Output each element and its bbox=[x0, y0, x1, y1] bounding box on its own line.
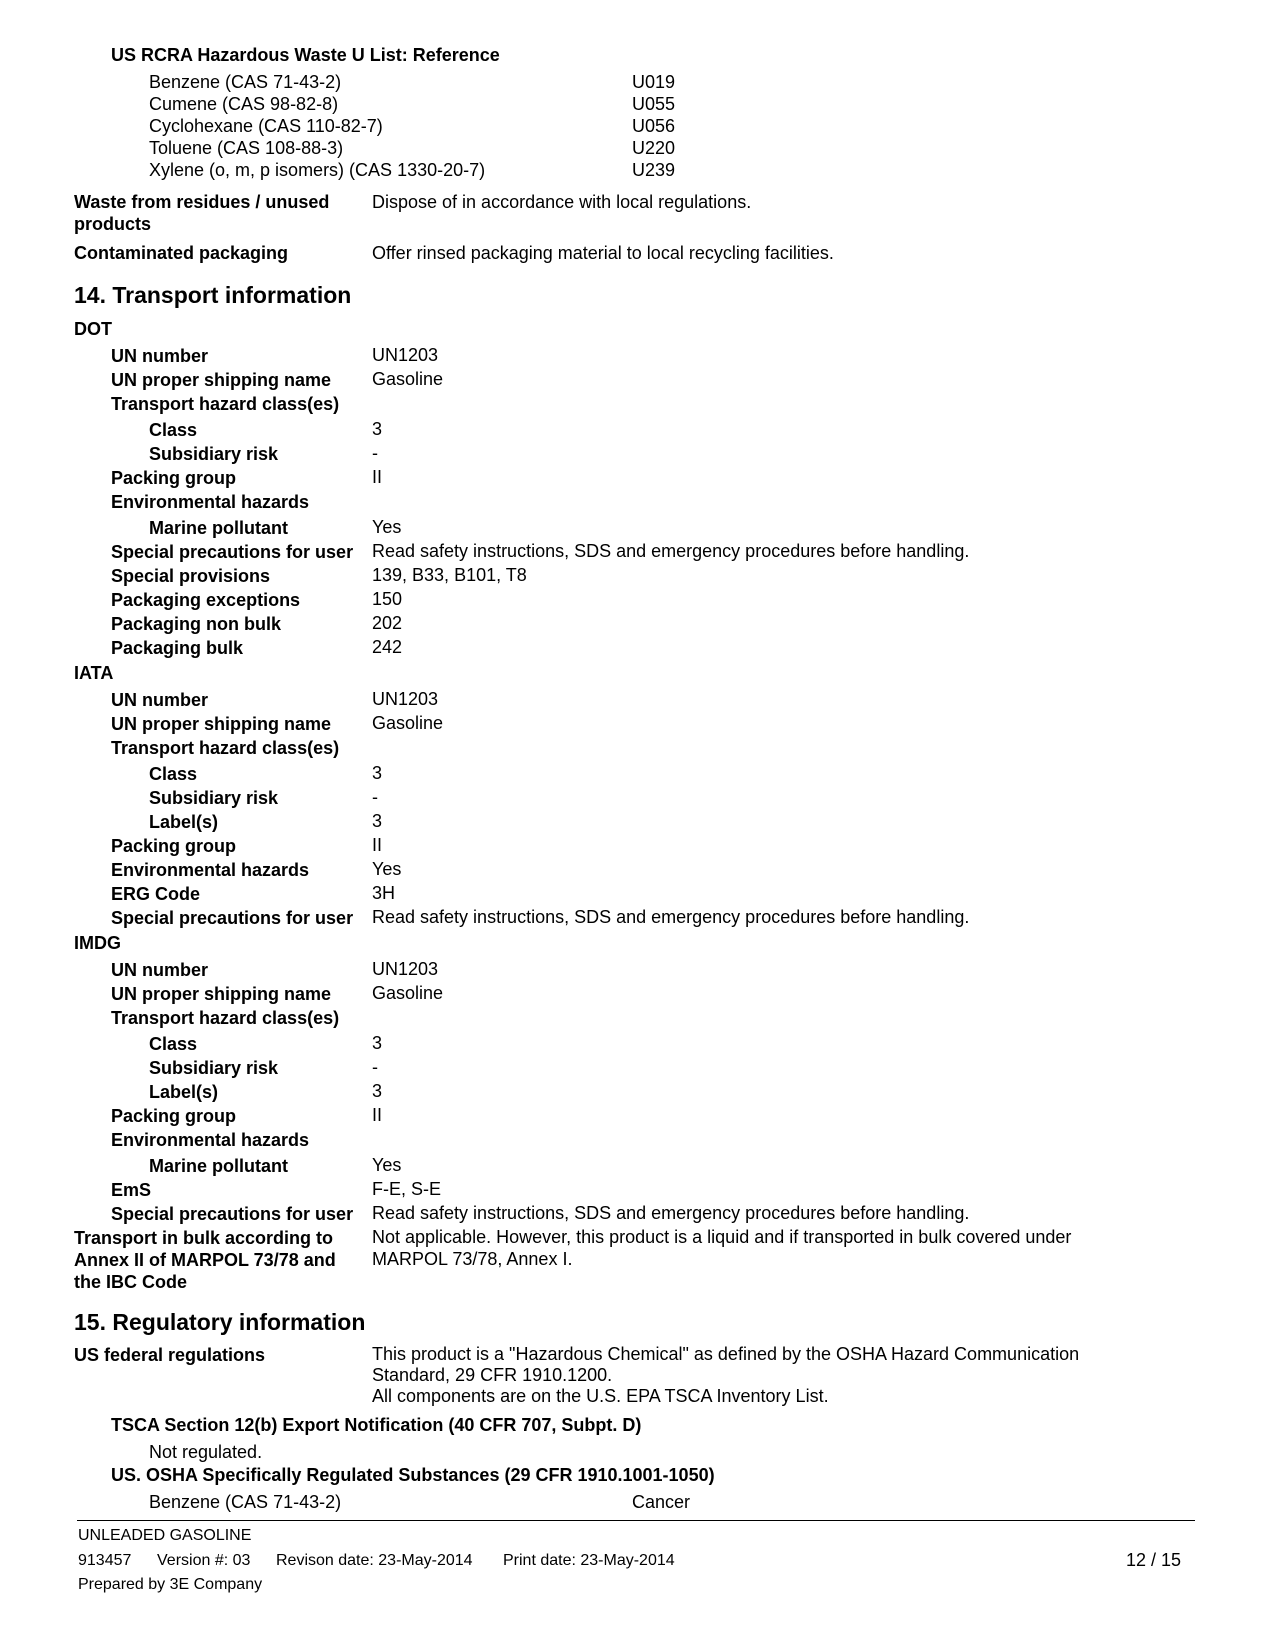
iata-un-number-label: UN number bbox=[111, 690, 209, 710]
marpol-label: Transport in bulk according to bbox=[74, 1228, 334, 1248]
section-15-title: 15. Regulatory information bbox=[74, 1309, 366, 1335]
dot-non-bulk: 202 bbox=[372, 613, 403, 633]
iata-packing: II bbox=[372, 835, 383, 855]
dot-provisions-label: Special provisions bbox=[111, 566, 271, 586]
imdg-ems-label: EmS bbox=[111, 1180, 152, 1200]
rcra-item-code: U220 bbox=[632, 138, 676, 158]
iata-erg-label: ERG Code bbox=[111, 884, 201, 904]
dot-subsidiary-label: Subsidiary risk bbox=[149, 444, 279, 464]
iata-env-label: Environmental hazards bbox=[111, 860, 310, 880]
rcra-item-code: U055 bbox=[632, 94, 676, 114]
marpol-value: Not applicable. However, this product is a liquid and if transported in bulk covered under bbox=[372, 1227, 1072, 1247]
dot-precautions-label: Special precautions for user bbox=[111, 542, 354, 562]
rcra-item-name: Xylene (o, m, p isomers) (CAS 1330-20-7) bbox=[149, 160, 486, 180]
marpol-label-cont: the IBC Code bbox=[74, 1272, 188, 1292]
dot-exceptions-label: Packaging exceptions bbox=[111, 590, 301, 610]
imdg-marine: Yes bbox=[372, 1155, 402, 1175]
federal-value: This product is a "Hazardous Chemical" as defined by the OSHA Hazard Communication bbox=[372, 1344, 1080, 1364]
footer-version: Version #: 03 bbox=[157, 1552, 251, 1569]
waste-label: Waste from residues / unused bbox=[74, 192, 330, 212]
dot-shipping: Gasoline bbox=[372, 369, 444, 389]
imdg-packing: II bbox=[372, 1105, 383, 1125]
rcra-item-code: U019 bbox=[632, 72, 676, 92]
imdg-shipping: Gasoline bbox=[372, 983, 444, 1003]
dot-packing-label: Packing group bbox=[111, 468, 237, 488]
iata-class-label: Class bbox=[149, 764, 198, 784]
iata-hazard-class-label: Transport hazard class(es) bbox=[111, 738, 340, 758]
dot-un-number-label: UN number bbox=[111, 346, 209, 366]
imdg-class: 3 bbox=[372, 1033, 383, 1053]
dot-marine: Yes bbox=[372, 517, 402, 537]
iata-labels-label: Label(s) bbox=[149, 812, 219, 832]
iata-labels: 3 bbox=[372, 811, 383, 831]
imdg-subsidiary: - bbox=[372, 1057, 378, 1077]
section-14-title: 14. Transport information bbox=[74, 282, 352, 308]
footer-doc-number: 913457 bbox=[78, 1552, 132, 1569]
marpol-label-cont: Annex II of MARPOL 73/78 and bbox=[74, 1250, 336, 1270]
imdg-un-number: UN1203 bbox=[372, 959, 439, 979]
imdg-labels: 3 bbox=[372, 1081, 383, 1101]
osha-item-name: Benzene (CAS 71-43-2) bbox=[149, 1492, 342, 1512]
footer-rule bbox=[77, 1520, 1195, 1521]
packaging-value: Offer rinsed packaging material to local recycling facilities. bbox=[372, 243, 834, 263]
rcra-item-name: Toluene (CAS 108-88-3) bbox=[149, 138, 344, 158]
rcra-item-code: U056 bbox=[632, 116, 676, 136]
imdg-marine-label: Marine pollutant bbox=[149, 1156, 288, 1176]
imdg-heading: IMDG bbox=[74, 933, 121, 953]
footer-product: UNLEADED GASOLINE bbox=[78, 1527, 252, 1544]
packaging-label: Contaminated packaging bbox=[74, 243, 289, 263]
dot-bulk: 242 bbox=[372, 637, 403, 657]
osha-item-value: Cancer bbox=[632, 1492, 691, 1512]
rcra-item-name: Cumene (CAS 98-82-8) bbox=[149, 94, 339, 114]
waste-label-cont: products bbox=[74, 214, 152, 234]
footer-prepared: Prepared by 3E Company bbox=[78, 1576, 263, 1593]
imdg-precautions-label: Special precautions for user bbox=[111, 1204, 354, 1224]
federal-value-cont: Standard, 29 CFR 1910.1200. bbox=[372, 1365, 613, 1385]
dot-subsidiary: - bbox=[372, 443, 378, 463]
iata-subsidiary: - bbox=[372, 787, 378, 807]
federal-label: US federal regulations bbox=[74, 1345, 266, 1365]
rcra-item-name: Benzene (CAS 71-43-2) bbox=[149, 72, 342, 92]
marpol-value-cont: MARPOL 73/78, Annex I. bbox=[372, 1249, 573, 1269]
imdg-labels-label: Label(s) bbox=[149, 1082, 219, 1102]
dot-shipping-label: UN proper shipping name bbox=[111, 370, 332, 390]
imdg-hazard-class-label: Transport hazard class(es) bbox=[111, 1008, 340, 1028]
dot-precautions: Read safety instructions, SDS and emergency procedures before handling. bbox=[372, 541, 970, 561]
footer-page-number: 12 / 15 bbox=[1126, 1550, 1182, 1570]
dot-class: 3 bbox=[372, 419, 383, 439]
imdg-subsidiary-label: Subsidiary risk bbox=[149, 1058, 279, 1078]
iata-erg: 3H bbox=[372, 883, 396, 903]
dot-hazard-class-label: Transport hazard class(es) bbox=[111, 394, 340, 414]
tsca-value: Not regulated. bbox=[149, 1442, 263, 1462]
footer-revision: Revison date: 23-May-2014 bbox=[276, 1552, 473, 1569]
dot-heading: DOT bbox=[74, 319, 112, 339]
imdg-un-number-label: UN number bbox=[111, 960, 209, 980]
osha-heading: US. OSHA Specifically Regulated Substances (29 CFR 1910.1001-1050) bbox=[111, 1465, 715, 1485]
imdg-ems: F-E, S-E bbox=[372, 1179, 442, 1199]
rcra-item-name: Cyclohexane (CAS 110-82-7) bbox=[149, 116, 383, 136]
imdg-class-label: Class bbox=[149, 1034, 198, 1054]
dot-env-label: Environmental hazards bbox=[111, 492, 310, 512]
dot-non-bulk-label: Packaging non bulk bbox=[111, 614, 282, 634]
dot-provisions: 139, B33, B101, T8 bbox=[372, 565, 527, 585]
federal-value-cont: All components are on the U.S. EPA TSCA Inventory List. bbox=[372, 1386, 829, 1406]
rcra-heading: US RCRA Hazardous Waste U List: Reference bbox=[111, 45, 500, 65]
dot-bulk-label: Packaging bulk bbox=[111, 638, 244, 658]
waste-value: Dispose of in accordance with local regulations. bbox=[372, 192, 752, 212]
iata-env: Yes bbox=[372, 859, 402, 879]
iata-shipping-label: UN proper shipping name bbox=[111, 714, 332, 734]
iata-packing-label: Packing group bbox=[111, 836, 237, 856]
iata-subsidiary-label: Subsidiary risk bbox=[149, 788, 279, 808]
iata-un-number: UN1203 bbox=[372, 689, 439, 709]
imdg-precautions: Read safety instructions, SDS and emergency procedures before handling. bbox=[372, 1203, 970, 1223]
iata-precautions-label: Special precautions for user bbox=[111, 908, 354, 928]
rcra-item-code: U239 bbox=[632, 160, 676, 180]
imdg-packing-label: Packing group bbox=[111, 1106, 237, 1126]
iata-precautions: Read safety instructions, SDS and emergency procedures before handling. bbox=[372, 907, 970, 927]
iata-class: 3 bbox=[372, 763, 383, 783]
dot-class-label: Class bbox=[149, 420, 198, 440]
dot-exceptions: 150 bbox=[372, 589, 403, 609]
dot-packing: II bbox=[372, 467, 383, 487]
footer-print-date: Print date: 23-May-2014 bbox=[503, 1552, 675, 1569]
iata-shipping: Gasoline bbox=[372, 713, 444, 733]
dot-un-number: UN1203 bbox=[372, 345, 439, 365]
imdg-env-label: Environmental hazards bbox=[111, 1130, 310, 1150]
imdg-shipping-label: UN proper shipping name bbox=[111, 984, 332, 1004]
tsca-heading: TSCA Section 12(b) Export Notification (40 CFR 707, Subpt. D) bbox=[111, 1415, 642, 1435]
dot-marine-label: Marine pollutant bbox=[149, 518, 288, 538]
iata-heading: IATA bbox=[74, 663, 114, 683]
